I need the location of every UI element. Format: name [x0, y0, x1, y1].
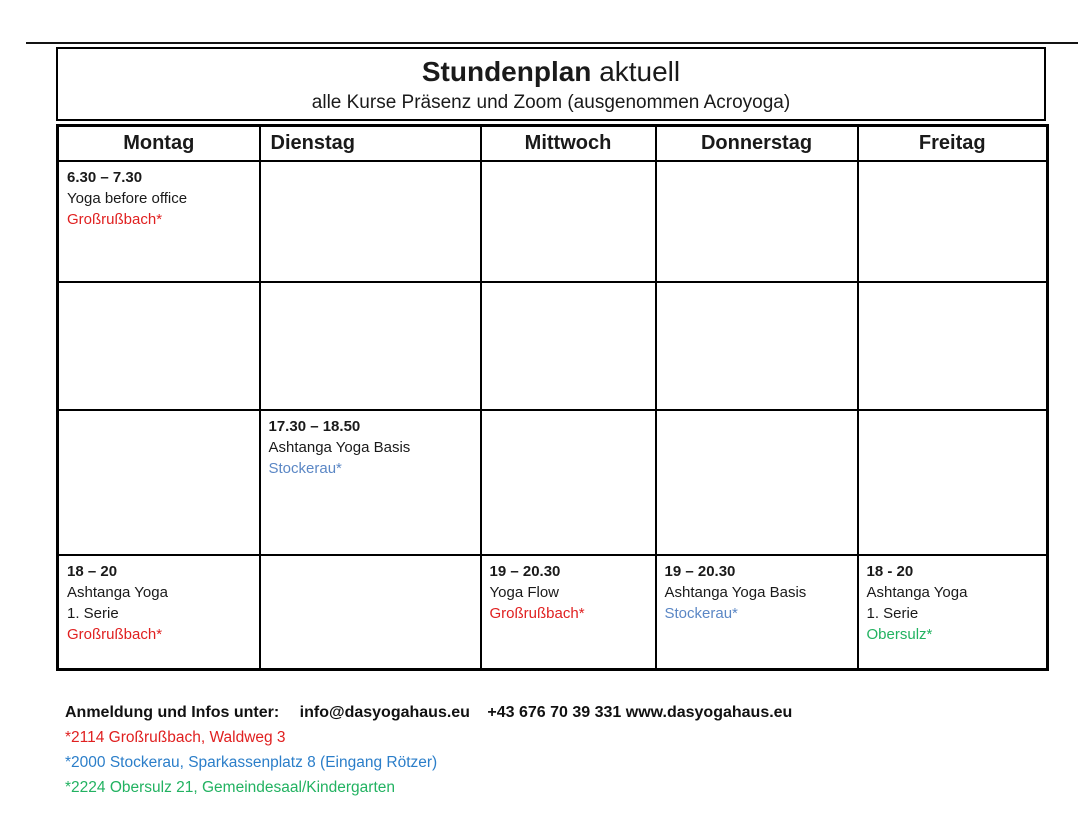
page-title-bold: Stundenplan	[421, 56, 592, 87]
class-time: 19 – 20.30	[664, 562, 736, 580]
class-name: Ashtanga Yoga	[866, 583, 968, 601]
class-cell-wednesday-evening	[481, 555, 656, 670]
class-cell-thursday-evening	[656, 555, 858, 670]
schedule-cell-empty	[858, 161, 1048, 282]
schedule-cell-empty	[481, 282, 656, 410]
class-name-line2: 1. Serie	[67, 604, 119, 622]
class-time: 6.30 – 7.30	[67, 168, 143, 186]
class-name: Ashtanga Yoga Basis	[268, 438, 411, 456]
class-time: 19 – 20.30	[489, 562, 561, 580]
page-title	[58, 54, 1044, 90]
class-location: Stockerau*	[664, 604, 738, 622]
class-location: Großrußbach*	[67, 625, 163, 643]
class-cell-tuesday-afternoon	[260, 410, 481, 555]
schedule-row-early-morning	[58, 161, 1048, 282]
page-subtitle: alle Kurse Präsenz und Zoom (ausgenommen Acroyoga)	[311, 92, 791, 113]
schedule-row-midday	[58, 282, 1048, 410]
schedule-table	[56, 124, 1049, 671]
contact-website: www.dasyogahaus.eu	[625, 704, 793, 721]
class-location: Großrußbach*	[489, 604, 585, 622]
class-cell-monday-early	[58, 161, 260, 282]
class-location: Stockerau*	[268, 459, 342, 477]
day-header-donnerstag: Donnerstag	[656, 126, 858, 161]
day-header-montag: Montag	[58, 126, 260, 161]
class-name-line2: 1. Serie	[866, 604, 919, 622]
location-note-grossrussbach: *2114 Großrußbach, Waldweg 3	[65, 729, 286, 746]
schedule-cell-empty	[481, 161, 656, 282]
location-note-obersulz: *2224 Obersulz 21, Gemeindesaal/Kindergarten	[65, 779, 396, 796]
schedule-cell-empty	[656, 161, 858, 282]
day-header-dienstag: Dienstag	[260, 126, 481, 161]
class-name: Ashtanga Yoga Basis	[664, 583, 807, 601]
class-location: Obersulz*	[866, 625, 933, 643]
schedule-cell-empty	[481, 410, 656, 555]
footer	[65, 701, 792, 800]
top-rule	[26, 42, 1078, 44]
day-header-freitag: Freitag	[858, 126, 1048, 161]
page-title-suffix: aktuell	[599, 56, 681, 87]
day-header-row	[58, 126, 1048, 161]
class-name: Ashtanga Yoga	[67, 583, 168, 601]
schedule-cell-empty	[260, 282, 481, 410]
class-cell-friday-evening	[858, 555, 1048, 670]
class-name: Yoga Flow	[489, 583, 559, 601]
schedule-cell-empty	[858, 410, 1048, 555]
class-time: 17.30 – 18.50	[268, 417, 361, 435]
schedule-cell-empty	[260, 555, 481, 670]
schedule-cell-empty	[656, 282, 858, 410]
schedule-row-late-afternoon	[58, 410, 1048, 555]
day-header-mittwoch: Mittwoch	[481, 126, 656, 161]
schedule-cell-empty	[858, 282, 1048, 410]
class-time: 18 – 20	[67, 562, 118, 580]
schedule-row-evening	[58, 555, 1048, 670]
contact-phone: +43 676 70 39 331	[487, 704, 622, 721]
contact-label: Anmeldung und Infos unter:	[65, 704, 280, 721]
contact-email: info@dasyogahaus.eu	[299, 704, 470, 721]
schedule-cell-empty	[260, 161, 481, 282]
contact-info-line	[65, 701, 792, 725]
schedule-cell-empty	[58, 410, 260, 555]
schedule-cell-empty	[656, 410, 858, 555]
class-cell-monday-evening	[58, 555, 260, 670]
schedule-cell-empty	[58, 282, 260, 410]
class-location: Großrußbach*	[67, 210, 163, 228]
schedule-title-box	[56, 47, 1046, 121]
class-time: 18 - 20	[866, 562, 914, 580]
class-name: Yoga before office	[67, 189, 188, 207]
location-note-stockerau: *2000 Stockerau, Sparkassenplatz 8 (Eingang Rötzer)	[65, 754, 438, 771]
